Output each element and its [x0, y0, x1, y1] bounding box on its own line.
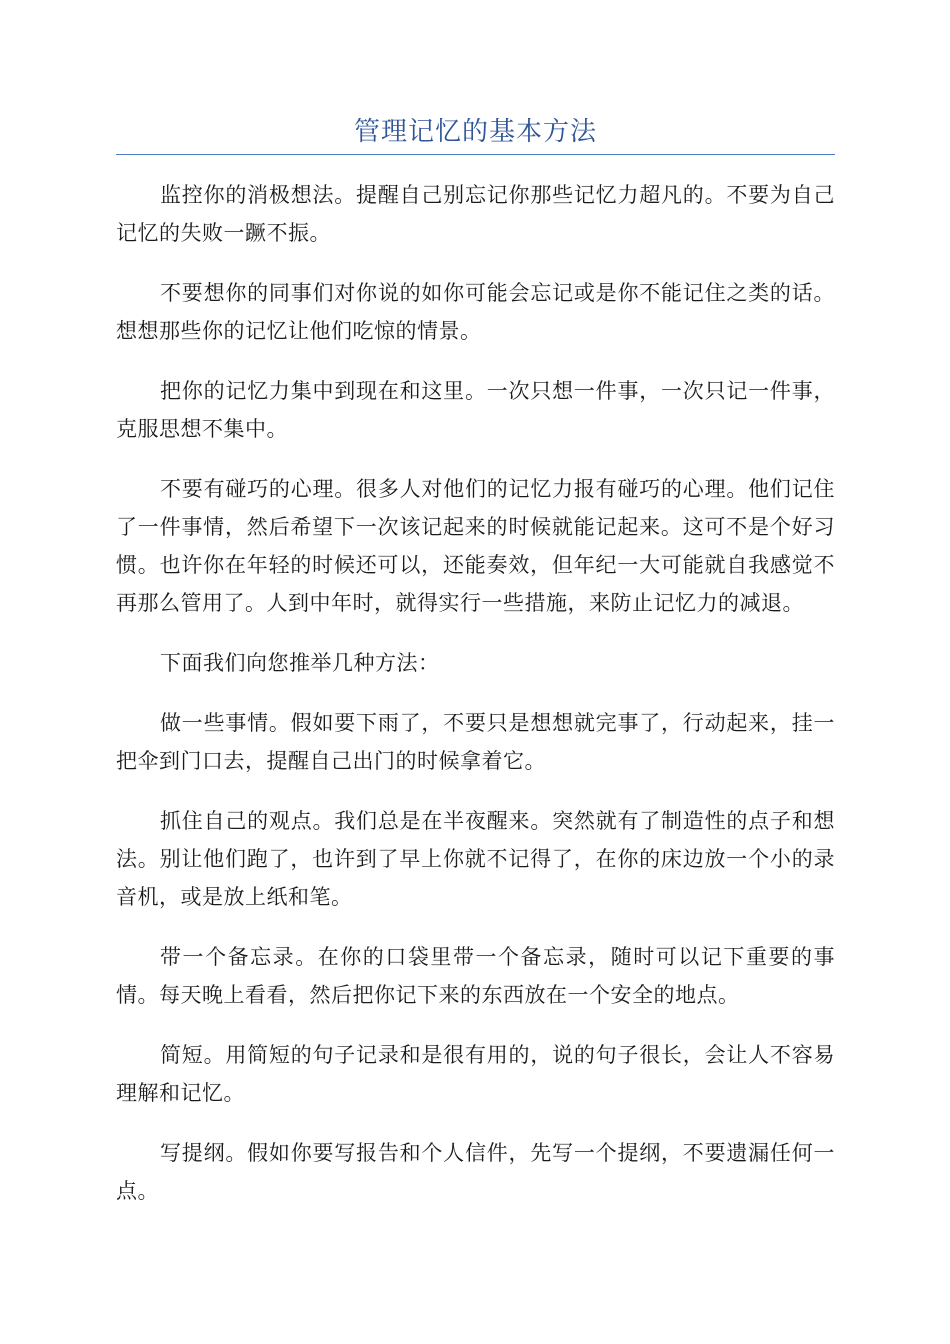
- paragraph: 监控你的消极想法。提醒自己别忘记你那些记忆力超凡的。不要为自己记忆的失败一蹶不振。: [116, 183, 835, 245]
- paragraph: 写提纲。假如你要写报告和个人信件，先写一个提纲，不要遗漏任何一点。: [116, 1141, 835, 1203]
- paragraph: 带一个备忘录。在你的口袋里带一个备忘录，随时可以记下重要的事情。每天晚上看看，然后把你记下来的东西放在一个安全的地点。: [116, 945, 835, 1007]
- paragraph: 把你的记忆力集中到现在和这里。一次只想一件事，一次只记一件事，克服思想不集中。: [116, 379, 835, 441]
- paragraph: 不要有碰巧的心理。很多人对他们的记忆力报有碰巧的心理。他们记住了一件事情，然后希望下一次该记起来的时候就能记起来。这可不是个好习惯。也许你在年轻的时候还可以，还能奏效，但年纪一大可能就自我感觉不再那么管用了。人到中年时，就得实行一些措施，来防止记忆力的减退。: [116, 477, 835, 615]
- paragraph: 不要想你的同事们对你说的如你可能会忘记或是你不能记住之类的话。想想那些你的记忆让他们吃惊的情景。: [116, 281, 835, 343]
- paragraph: 简短。用简短的句子记录和是很有用的，说的句子很长，会让人不容易理解和记忆。: [116, 1043, 835, 1105]
- paragraph: 下面我们向您推举几种方法：: [160, 651, 440, 675]
- paragraph: 做一些事情。假如要下雨了，不要只是想想就完事了，行动起来，挂一把伞到门口去，提醒自己出门的时候拿着它。: [116, 711, 835, 773]
- paragraph: 抓住自己的观点。我们总是在半夜醒来。突然就有了制造性的点子和想法。别让他们跑了，也许到了早上你就不记得了，在你的床边放一个小的录音机，或是放上纸和笔。: [116, 809, 835, 909]
- document-body: [116, 176, 835, 1232]
- title-underline: [116, 154, 835, 155]
- document-title: 管理记忆的基本方法: [353, 117, 597, 147]
